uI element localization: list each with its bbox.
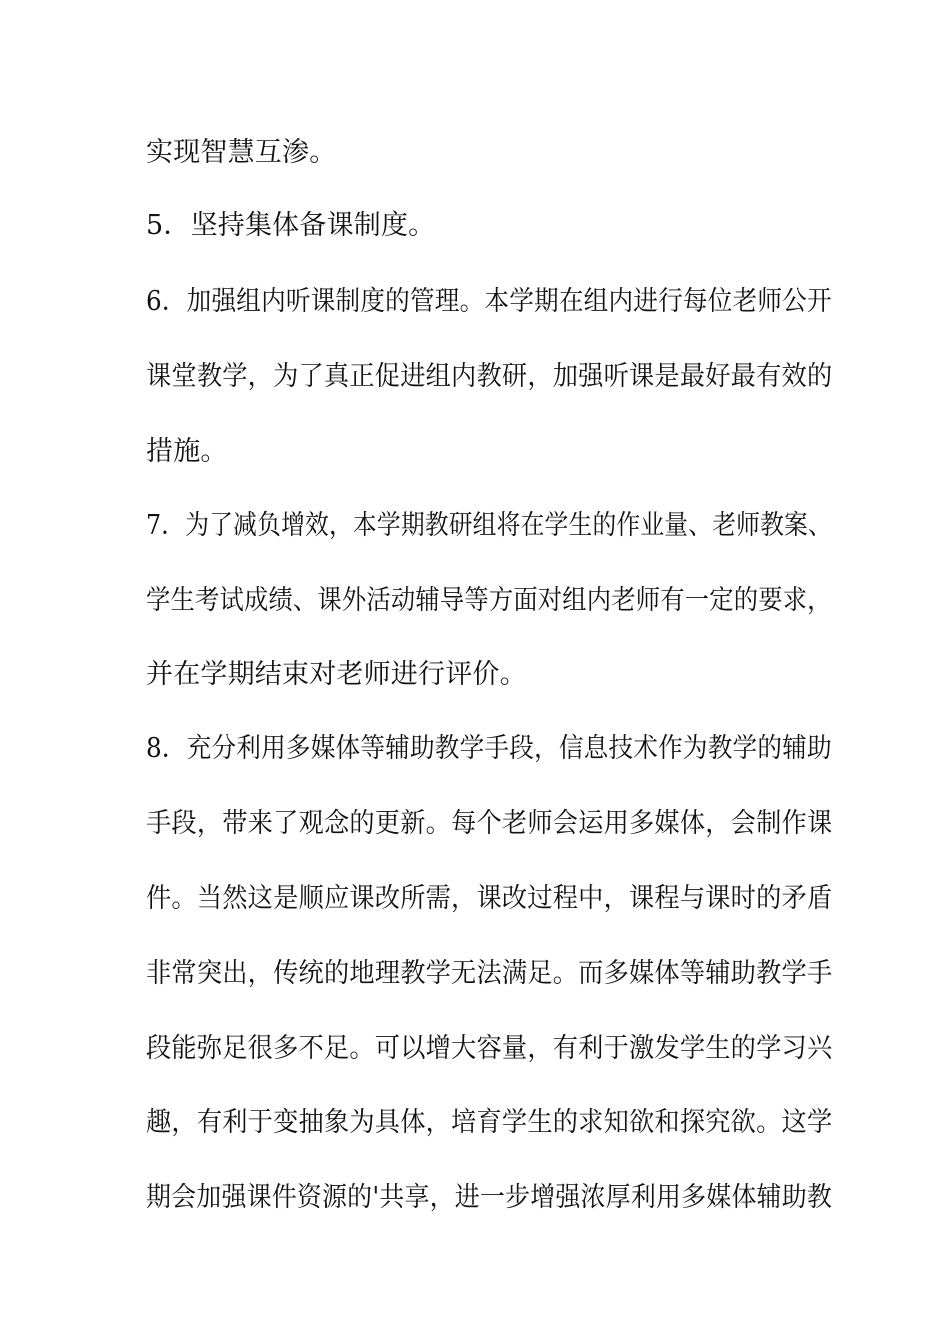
text-line: 非常突出，传统的地理教学无法满足。而多媒体等辅助教学手 <box>146 958 833 989</box>
text-line: 期会加强课件资源的'共享，进一步增强浓厚利用多媒体辅助教 <box>146 1182 833 1213</box>
text-line: 段能弥足很多不足。可以增大容量，有利于激发学生的学习兴 <box>146 1033 833 1064</box>
text-line: 6．加强组内听课制度的管理。本学期在组内进行每位老师公开 <box>146 286 832 317</box>
text-line: 措施。 <box>146 436 228 467</box>
text-line: 件。当然这是顺应课改所需，课改过程中，课程与课时的矛盾 <box>146 883 833 914</box>
text-line: 7．为了减负增效，本学期教研组将在学生的作业量、老师教案、 <box>146 510 832 541</box>
text-line: 8．充分利用多媒体等辅助教学手段，信息技术作为教学的辅助 <box>146 733 832 764</box>
text-line: 实现智慧互渗。 <box>146 137 337 168</box>
text-line: 学生考试成绩、课外活动辅导等方面对组内老师有一定的要求， <box>146 585 832 616</box>
text-line: 课堂教学，为了真正促进组内教研，加强听课是最好最有效的 <box>146 361 833 392</box>
text-line: 趣，有利于变抽象为具体，培育学生的求知欲和探究欲。这学 <box>146 1107 833 1138</box>
text-line: 并在学期结束对老师进行评价。 <box>146 659 527 690</box>
text-line: 手段，带来了观念的更新。每个老师会运用多媒体，会制作课 <box>146 808 833 839</box>
text-line: 5．坚持集体备课制度。 <box>146 210 436 241</box>
